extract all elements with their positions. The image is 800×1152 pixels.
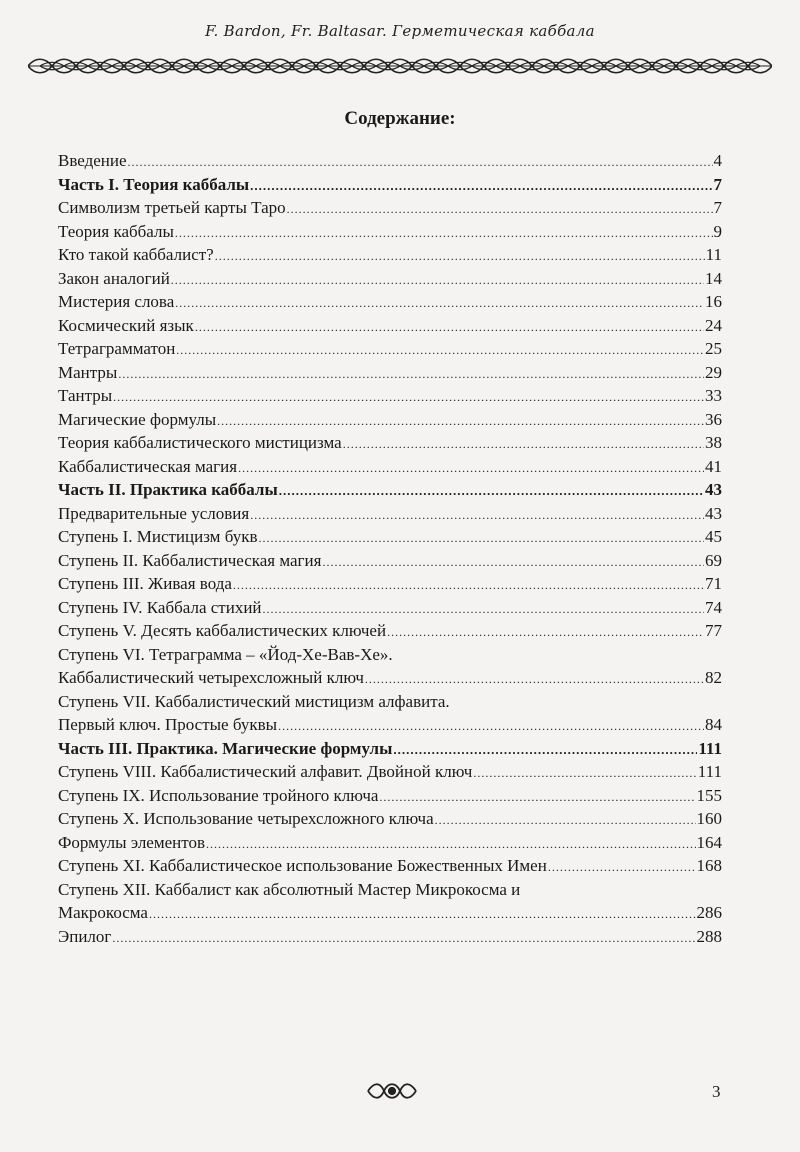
- toc-entry: [58, 363, 722, 387]
- toc-entry-page: 43: [705, 480, 722, 499]
- toc-entry-title: Часть I. Теория каббалы: [58, 174, 250, 194]
- dot-leader: [343, 433, 704, 453]
- toc-entry-title: Каббалистический четырехсложный ключ: [58, 668, 364, 687]
- toc-entry-page: 77: [705, 621, 722, 640]
- dot-leader: [112, 927, 695, 947]
- toc-entry-page: 9: [713, 221, 722, 241]
- toc-entry: [58, 316, 722, 340]
- toc-entry-title: Эпилог: [58, 926, 112, 946]
- toc-entry-page: 16: [705, 292, 722, 311]
- toc-entry-title: Ступень I. Мистицизм букв: [58, 527, 258, 546]
- running-header: F. Bardon, Fr. Baltasar. Герметическая каббала: [205, 22, 595, 40]
- dot-leader: [250, 175, 712, 195]
- toc-entry-title: Ступень IX. Использование тройного ключа: [58, 785, 379, 805]
- toc-entry-page: 111: [698, 738, 722, 758]
- toc-entry-title: Мантры: [58, 362, 118, 382]
- dot-leader: [233, 574, 704, 594]
- toc-entry-title: Ступень VI. Тетраграмма – «Йод-Хе-Вав-Хе».: [58, 644, 393, 664]
- toc-entry: [58, 786, 722, 810]
- toc-entry-page: 24: [705, 315, 722, 335]
- toc-entry-title: Предварительные условия: [58, 503, 250, 523]
- toc-entry-title: Ступень XII. Каббалист как абсолютный Мастер Микрокосма и: [58, 879, 521, 899]
- toc-entry: [58, 903, 722, 927]
- toc-entry-page: 82: [705, 668, 722, 687]
- toc-entry: [58, 598, 722, 622]
- toc-entry: [58, 762, 722, 786]
- dot-leader: [365, 668, 704, 688]
- page-number: 3: [712, 1082, 721, 1101]
- toc-entry-title: Ступень XI. Каббалистическое использование Божественных Имен: [58, 856, 547, 875]
- toc-entry: [58, 339, 722, 363]
- toc-entry-page: 288: [696, 926, 722, 946]
- dot-leader: [387, 621, 704, 641]
- dot-leader: [215, 245, 705, 265]
- toc-entry-title: Теория каббалистического мистицизма: [58, 433, 342, 452]
- toc-entry: [58, 668, 722, 692]
- toc-entry-page: 69: [705, 550, 722, 570]
- toc-entry-title: Каббалистическая магия: [58, 456, 238, 476]
- toc-entry-title: Первый ключ. Простые буквы: [58, 715, 278, 734]
- table-of-contents: [58, 151, 722, 950]
- toc-entry-page: 45: [705, 527, 722, 546]
- toc-entry: [58, 880, 722, 904]
- toc-entry: [58, 692, 722, 716]
- dot-leader: [258, 527, 704, 547]
- toc-entry: [58, 551, 722, 575]
- toc-entry: [58, 833, 722, 857]
- toc-entry: [58, 222, 722, 246]
- toc-entry: [58, 645, 722, 669]
- toc-entry: [58, 856, 722, 880]
- toc-entry-page: 111: [697, 762, 722, 781]
- toc-entry-title: Закон аналогий: [58, 268, 170, 288]
- dot-leader: [548, 856, 696, 876]
- toc-entry: [58, 809, 722, 833]
- toc-entry-page: 71: [705, 574, 722, 593]
- toc-entry-page: 286: [696, 903, 722, 922]
- toc-entry-page: 7: [713, 198, 722, 217]
- toc-entry: [58, 151, 722, 175]
- dot-leader: [175, 222, 713, 242]
- toc-entry-title: Ступень X. Использование четырехсложного ключа: [58, 809, 434, 828]
- toc-entry-page: 38: [705, 433, 722, 452]
- dot-leader: [238, 457, 704, 477]
- dot-leader: [217, 410, 704, 430]
- toc-entry-title: Тетраграмматон: [58, 339, 176, 358]
- dot-leader: [263, 598, 704, 618]
- dot-leader: [435, 809, 696, 829]
- toc-entry: [58, 927, 722, 951]
- toc-entry-title: Символизм третьей карты Таро: [58, 198, 286, 217]
- toc-entry: [58, 198, 722, 222]
- toc-entry: [58, 457, 722, 481]
- toc-entry-title: Космический язык: [58, 315, 194, 335]
- dot-leader: [278, 715, 704, 735]
- toc-part-heading: [58, 739, 722, 763]
- dot-leader: [322, 551, 704, 571]
- dot-leader: [206, 833, 696, 853]
- toc-entry-page: 84: [705, 715, 722, 734]
- toc-entry-page: 74: [705, 597, 722, 617]
- dot-leader: [379, 786, 695, 806]
- dot-leader: [118, 363, 704, 383]
- toc-entry-page: 41: [705, 456, 722, 476]
- toc-entry-title: Тантры: [58, 386, 113, 405]
- footer-ornament: [366, 1080, 418, 1102]
- dot-leader: [279, 480, 704, 500]
- dot-leader: [250, 504, 704, 524]
- toc-entry-page: 14: [705, 268, 722, 288]
- dot-leader: [175, 292, 704, 312]
- dot-leader: [195, 316, 704, 336]
- toc-entry: [58, 386, 722, 410]
- toc-entry-title: Магические формулы: [58, 409, 217, 429]
- header-ornament-border: [28, 52, 772, 80]
- toc-entry-title: Ступень IV. Каббала стихий: [58, 597, 262, 617]
- toc-entry-title: Ступень II. Каббалистическая магия: [58, 550, 322, 570]
- toc-entry-page: 155: [696, 785, 722, 805]
- toc-entry: [58, 292, 722, 316]
- toc-entry: [58, 574, 722, 598]
- toc-entry-page: 25: [705, 339, 722, 358]
- dot-leader: [287, 198, 713, 218]
- dot-leader: [113, 386, 704, 406]
- toc-entry-title: Часть III. Практика. Магические формулы: [58, 738, 393, 758]
- toc-entry-page: 36: [705, 409, 722, 429]
- toc-part-heading: [58, 480, 722, 504]
- toc-part-heading: [58, 175, 722, 199]
- toc-entry-title: Ступень V. Десять каббалистических ключей: [58, 621, 387, 640]
- toc-entry-title: Мистерия слова: [58, 292, 175, 311]
- toc-title: Содержание:: [344, 108, 456, 129]
- dot-leader: [176, 339, 704, 359]
- toc-entry-page: 33: [705, 386, 722, 405]
- toc-entry: [58, 269, 722, 293]
- toc-entry-title: Макрокосма: [58, 903, 148, 922]
- toc-entry-title: Ступень III. Живая вода: [58, 574, 232, 593]
- toc-entry-title: Кто такой каббалист?: [58, 245, 214, 264]
- toc-entry-title: Часть II. Практика каббалы: [58, 480, 278, 499]
- toc-entry-title: Ступень VII. Каббалистический мистицизм алфавита.: [58, 691, 450, 711]
- dot-leader: [128, 151, 713, 171]
- toc-entry-title: Ступень VIII. Каббалистический алфавит. Двойной ключ: [58, 762, 473, 781]
- toc-entry-page: 43: [705, 503, 722, 523]
- toc-entry-page: 164: [696, 832, 722, 852]
- toc-entry: [58, 433, 722, 457]
- toc-entry-page: 168: [696, 856, 722, 875]
- toc-entry-page: 160: [696, 809, 722, 828]
- toc-entry-page: 11: [705, 245, 722, 264]
- toc-entry: [58, 715, 722, 739]
- toc-entry-page: 7: [713, 174, 722, 194]
- dot-leader: [473, 762, 696, 782]
- toc-entry-title: Введение: [58, 151, 127, 170]
- toc-entry: [58, 504, 722, 528]
- toc-entry: [58, 621, 722, 645]
- dot-leader: [171, 269, 704, 289]
- toc-entry-title: Теория каббалы: [58, 221, 174, 241]
- toc-entry-page: 29: [705, 362, 722, 382]
- toc-entry-title: Формулы элементов: [58, 832, 205, 852]
- toc-entry: [58, 410, 722, 434]
- toc-entry: [58, 245, 722, 269]
- dot-leader: [149, 903, 696, 923]
- toc-entry: [58, 527, 722, 551]
- dot-leader: [393, 739, 697, 759]
- toc-entry-page: 4: [713, 151, 722, 170]
